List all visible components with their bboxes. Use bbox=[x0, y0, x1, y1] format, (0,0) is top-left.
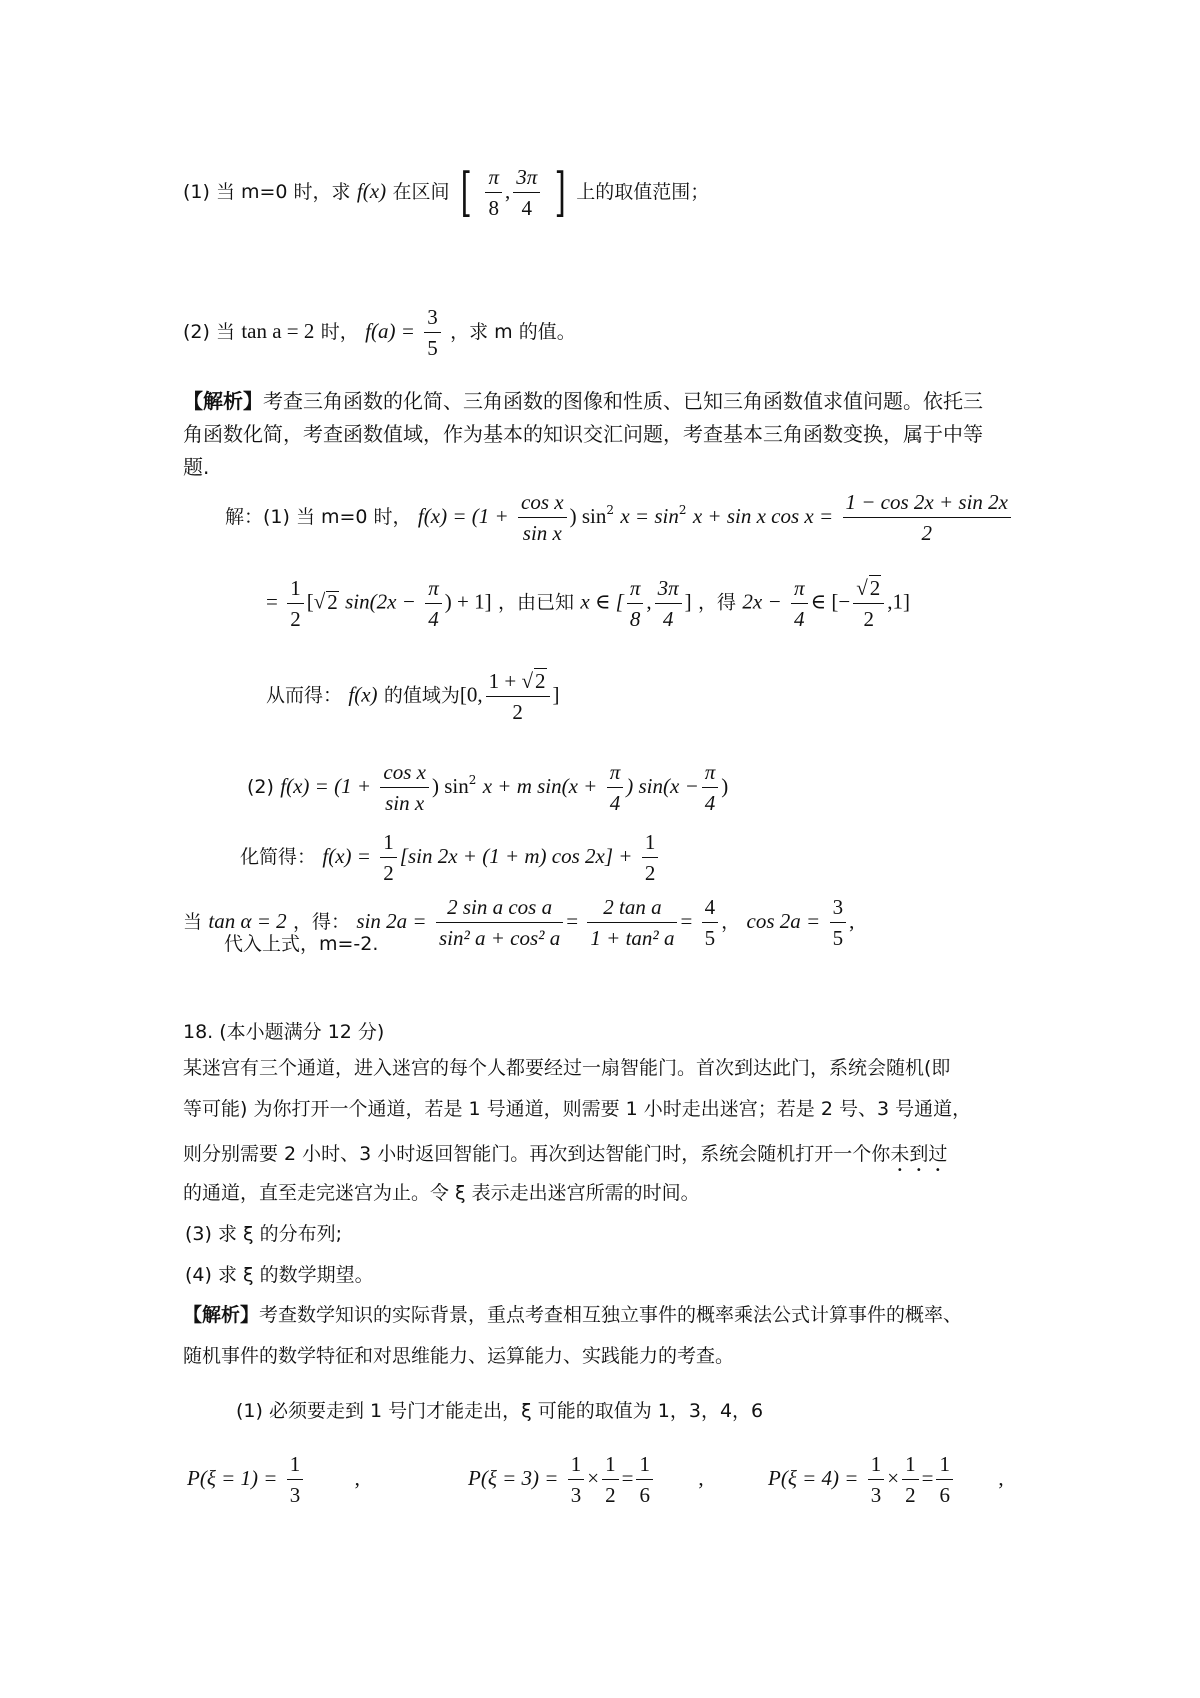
q18-line4: 的通道，直至走完迷宫为止。令 ξ 表示走出迷宫所需的时间。 bbox=[183, 1182, 700, 1204]
analysis-tag: 【解析】 bbox=[183, 1304, 260, 1326]
solution2-line2: 化简得： f(x) = $\frac{1}{2}$ [sin 2x + (1 + m) cos 2x] + $\frac{1}{2}$ bbox=[240, 830, 661, 885]
right-bracket: ] bbox=[554, 162, 566, 223]
solution1-line2: = $\frac{1}{2}$ [√2 sin(2x − $\frac{\pi}{4}$ ) + 1] ，由已知 x ∈ [ $\frac{\pi}{8}$ , $\frac{3\pi}{4}$ ] ，得 2x − $\frac{\pi}{4}$ ∈ [− $\frac{√2}{2}$ ,1] bbox=[266, 575, 910, 632]
fraction: $\frac{\pi}{4}$ bbox=[702, 760, 719, 815]
q17-part2-label: (2) 当 bbox=[183, 321, 235, 344]
q17-part2-end: ，求 m 的值。 bbox=[450, 321, 576, 344]
analysis1-line1: 【解析】考查三角函数的化简、三角函数的图像和性质、已知三角函数值求值问题。依托三 bbox=[183, 389, 983, 413]
fraction: $\frac{\pi}{8}$ bbox=[627, 576, 644, 631]
fraction: $\frac{1}{2}$ bbox=[902, 1452, 919, 1507]
solution1-line1: 解：(1) 当 m=0 时， f(x) = (1 + $\frac{\text{cos x}}{\text{sin x}}$ ) $\sin^2 x = \sin^2 x + \sin x$ cos x = $\frac{1 - \cos 2x + \sin 2x}{2}$ bbox=[225, 490, 1014, 545]
fraction: $\frac{\pi}{4}$ bbox=[607, 760, 624, 815]
fraction: $\frac{\text{cos x}}{\text{sin x}}$ bbox=[518, 490, 567, 545]
q17-part1: (1) 当 m=0 时，求 f(x) 在区间 [ $\frac{\pi}{8}$ , $\frac{3\pi}{4}$ ] 上的取值范围； bbox=[183, 162, 710, 223]
fraction: $\frac{4}{5}$ bbox=[702, 895, 719, 950]
emphasized-text: 未到过 bbox=[890, 1143, 948, 1165]
fraction: $\frac{1 - \cos 2x + \sin 2x}{2}$ bbox=[843, 490, 1011, 545]
analysis2-line2: 随机事件的数学特征和对思维能力、运算能力、实践能力的考查。 bbox=[183, 1345, 735, 1367]
analysis2-step1: (1) 必须要走到 1 号门才能走出，ξ 可能的取值为 1，3，4，6 bbox=[236, 1400, 764, 1422]
fraction: $\frac{1}{6}$ bbox=[636, 1452, 653, 1507]
q17-part1-label: (1) 当 m=0 时，求 bbox=[183, 181, 351, 204]
analysis2-line1: 【解析】考查数学知识的实际背景，重点考查相互独立事件的概率乘法公式计算事件的概率、 bbox=[183, 1304, 963, 1326]
analysis-tag: 【解析】 bbox=[183, 389, 263, 413]
analysis1-line2: 角函数化简，考查函数值域，作为基本的知识交汇问题，考查基本三角函数变换，属于中等 bbox=[183, 422, 983, 446]
q17-part2 bbox=[183, 305, 576, 360]
fraction: $\frac{√2}{2}$ bbox=[853, 575, 884, 631]
q17-part2-mid: 时， bbox=[320, 321, 359, 344]
fraction: $\frac{3}{5}$ bbox=[424, 305, 441, 360]
q18-line2: 等可能) 为你打开一个通道，若是 1 号通道，则需要 1 小时走出迷宫；若是 2 号、3 号通道， bbox=[183, 1098, 972, 1120]
solution2-line3: 当 tan α = 2 ，得： sin 2a = $\frac{\text{2 sin a cos a}}{\text{sin² a + cos² a}}$ = $\frac{\text{2 tan a}}{\text{1 + tan² a}}$ = $\frac{4}{5}$ ， cos 2a = $\frac{3}{5}$ , bbox=[183, 895, 855, 951]
left-bracket: [ bbox=[460, 162, 472, 223]
fraction: $\frac{1}{2}$ bbox=[380, 830, 397, 885]
fraction: $\frac{1}{3}$ bbox=[568, 1452, 585, 1507]
fraction: $\frac{\pi}{4}$ bbox=[791, 576, 808, 631]
solution1-line3: 从而得： f(x) 的值域为[0, $\frac{1 + √2}{2}$ ] bbox=[266, 669, 560, 725]
fraction: $\frac{\pi}{8}$ bbox=[485, 165, 502, 220]
fraction: $\frac{1 + √2}{2}$ bbox=[486, 668, 550, 724]
prob-xi-4: P(ξ = 4) = $\frac{1}{3}$ × $\frac{1}{2}$ = $\frac{1}{6}$ , bbox=[768, 1452, 1004, 1508]
fraction: $\frac{3\pi}{4}$ bbox=[655, 576, 682, 631]
fraction: $\frac{1}{3}$ bbox=[868, 1452, 885, 1507]
solution2-final: 代入上式，m=-2. bbox=[224, 933, 379, 955]
q17-part2-tan: tan a = 2 bbox=[241, 319, 315, 344]
fraction: $\frac{1}{3}$ bbox=[287, 1452, 304, 1507]
q18-line3: 则分别需要 2 小时、3 小时返回智能门。再次到达智能门时，系统会随机打开一个你未到过 bbox=[183, 1143, 948, 1165]
fraction: $\frac{1}{2}$ bbox=[642, 830, 659, 885]
prob-xi-1: P(ξ = 1) = $\frac{1}{3}$ , bbox=[187, 1452, 360, 1508]
prob-xi-3: P(ξ = 3) = $\frac{1}{3}$ × $\frac{1}{2}$ = $\frac{1}{6}$ , bbox=[468, 1452, 704, 1508]
fraction: $\frac{\text{cos x}}{\text{sin x}}$ bbox=[380, 760, 429, 815]
fraction: $\frac{3\pi}{4}$ bbox=[513, 165, 540, 220]
fraction: $\frac{1}{2}$ bbox=[602, 1452, 619, 1507]
q17-part1-fx: f(x) bbox=[356, 179, 387, 204]
q18-line1: 某迷宫有三个通道，进入迷宫的每个人都要经过一扇智能门。首次到达此门，系统会随机(即 bbox=[183, 1057, 951, 1079]
q18-sub3: (3) 求 ξ 的分布列; bbox=[185, 1223, 343, 1245]
fraction: $\frac{3}{5}$ bbox=[830, 895, 847, 950]
q17-part1-mid: 在区间 bbox=[392, 181, 450, 204]
fraction: $\frac{1}{6}$ bbox=[936, 1452, 953, 1507]
fraction: $\frac{\text{2 sin a cos a}}{\text{sin² a + cos² a}}$ bbox=[436, 895, 563, 950]
solution2-line1: (2) f(x) = (1 + $\frac{\text{cos x}}{\text{sin x}}$ ) $\sin^2 x + m$ sin(x + $\frac{\pi}{4}$ ) sin(x − $\frac{\pi}{4}$ ) bbox=[247, 760, 729, 816]
q17-part1-end: 上的取值范围； bbox=[576, 181, 710, 204]
fraction: $\frac{\pi}{4}$ bbox=[425, 576, 442, 631]
fraction: $\frac{\text{2 tan a}}{\text{1 + tan² a}}$ bbox=[587, 895, 677, 950]
q18-sub4: (4) 求 ξ 的数学期望。 bbox=[185, 1264, 374, 1286]
q17-part2-fa: f(a) = bbox=[365, 319, 415, 344]
fraction: $\frac{1}{2}$ bbox=[287, 576, 304, 631]
q18-heading: 18. (本小题满分 12 分) bbox=[183, 1021, 385, 1043]
analysis1-line3: 题. bbox=[183, 455, 210, 479]
